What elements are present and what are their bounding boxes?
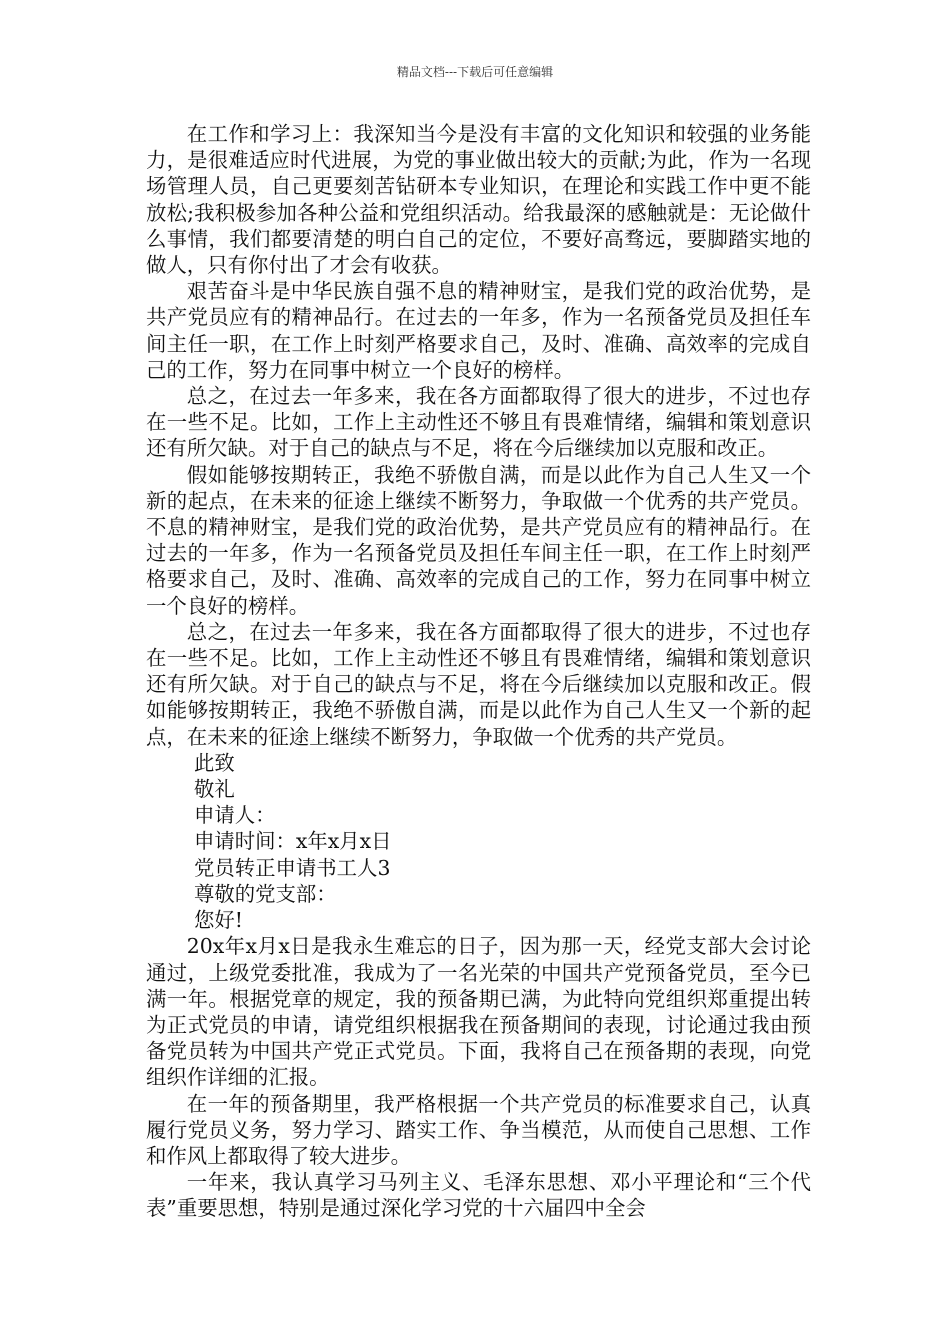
document-body: [146, 121, 811, 1222]
paragraph-study: 一年来，我认真学习马列主义、毛泽东思想、邓小平理论和“三个代表”重要思想，特别是通过深化学习党的十六届四中全会: [146, 1170, 811, 1221]
paragraph-application: 20x年x月x日是我永生难忘的日子，因为那一天，经党支部大会讨论通过，上级党委批准，我成为了一名光荣的中国共产党预备党员，至今已满一年。根据党章的规定，我的预备期已满，为此特向党组织郑重提出转为正式党员的申请，请党组织根据我在预备期间的表现，讨论通过我由预备党员转为中国共产党正式党员。下面，我将自己在预备期的表现，向党组织作详细的汇报。: [146, 934, 811, 1090]
salutation-line: 尊敬的党支部：: [193, 881, 337, 906]
applicant-line: 申请人：: [193, 803, 276, 828]
paragraph-hard-work: 艰苦奋斗是中华民族自强不息的精神财宝，是我们党的政治优势，是共产党员应有的精神品行。在过去的一年多，作为一名预备党员及担任车间主任一职，在工作上时刻严格要求自己，及时、准确、高效率的完成自己的工作，努力在同事中树立一个良好的榜样。: [146, 279, 811, 382]
greeting-line: 您好!: [193, 908, 243, 933]
paragraph-promise: 假如能够按期转正，我绝不骄傲自满，而是以此作为自己人生又一个新的起点，在未来的征途上继续不断努力，争取做一个优秀的共产党员。不息的精神财宝，是我们党的政治优势，是共产党员应有的精神品行。在过去的一年多，作为一名预备党员及担任车间主任一职，在工作上时刻严格要求自己，及时、准确、高效率的完成自己的工作，努力在同事中树立一个良好的榜样。: [146, 462, 811, 618]
closing-line-1: 此致: [193, 750, 235, 775]
page-header: 精品文档---下载后可任意编辑: [396, 65, 554, 79]
paragraph-probation: 在一年的预备期里，我严格根据一个共产党员的标准要求自己，认真履行党员义务，努力学习、踏实工作、争当模范，从而使自己思想、工作和作风上都取得了较大进步。: [146, 1091, 811, 1168]
date-line: 申请时间：x年x月x日: [193, 829, 392, 854]
paragraph-summary: 总之，在过去一年多来，我在各方面都取得了很大的进步，不过也存在一些不足。比如，工作上主动性还不够且有畏难情绪，编辑和策划意识还有所欠缺。对于自己的缺点与不足，将在今后继续加以克服和改正。: [146, 384, 811, 461]
document-title: 党员转正申请书工人3: [193, 855, 391, 880]
closing-line-2: 敬礼: [193, 777, 235, 802]
paragraph-summary-2: 总之，在过去一年多来，我在各方面都取得了很大的进步，不过也存在一些不足。比如，工作上主动性还不够且有畏难情绪，编辑和策划意识还有所欠缺。对于自己的缺点与不足，将在今后继续加以克服和改正。假如能够按期转正，我绝不骄傲自满，而是以此作为自己人生又一个新的起点，在未来的征途上继续不断努力，争取做一个优秀的共产党员。: [146, 619, 811, 749]
paragraph-work-study: 在工作和学习上：我深知当今是没有丰富的文化知识和较强的业务能力，是很难适应时代进展，为党的事业做出较大的贡献;为此，作为一名现场管理人员，自己更要刻苦钻研本专业知识，在理论和实践工作中更不能放松;我积极参加各种公益和党组织活动。给我最深的感触就是：无论做什么事情，我们都要清楚的明白自己的定位，不要好高骛远，要脚踏实地的做人，只有你付出了才会有收获。: [146, 122, 811, 278]
